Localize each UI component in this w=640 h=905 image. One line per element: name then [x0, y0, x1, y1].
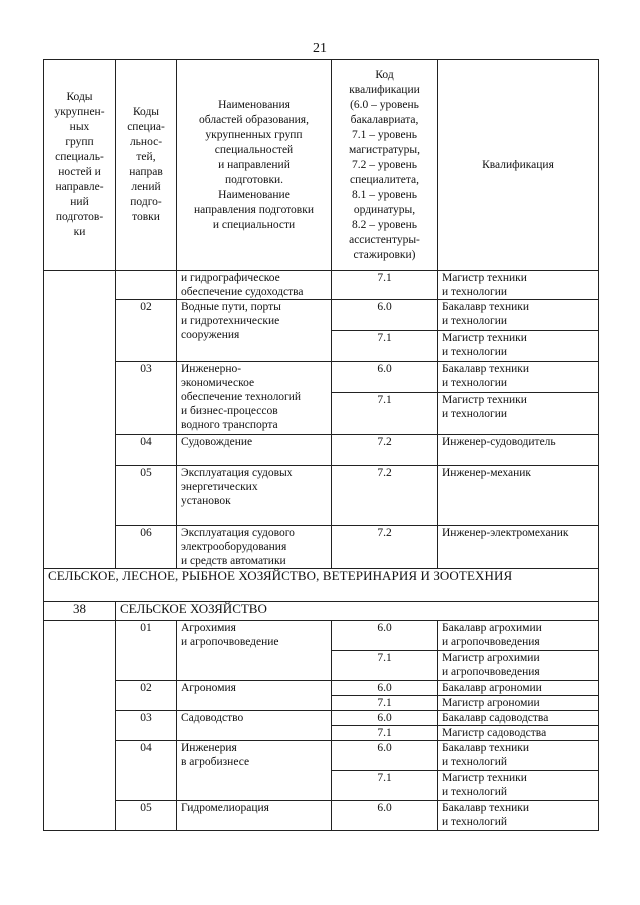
- qualification-title: Бакалавр агрохимии и агропочвоведения: [438, 621, 599, 651]
- qualification-title: Магистр техники и технологии: [438, 271, 599, 300]
- table-header-row: [44, 60, 599, 271]
- specialty-name: Инженерно- экономическое обеспечение технологий и бизнес-процессов водного транспорта: [177, 362, 332, 435]
- qualification-level: 7.2: [332, 435, 438, 466]
- qualification-title: Инженер-механик: [438, 466, 599, 526]
- specialty-code: 02: [116, 300, 177, 362]
- specialty-name: Эксплуатация судовых энергетических установок: [177, 466, 332, 526]
- specialty-code: 05: [116, 466, 177, 526]
- qualification-title: Бакалавр садоводства: [438, 711, 599, 726]
- qualification-level: 7.1: [332, 331, 438, 362]
- specialty-code: 06: [116, 526, 177, 569]
- qualification-level: 6.0: [332, 741, 438, 771]
- header-group-codes: Коды укрупнен- ных групп специаль- ностей и направле- ний подготов- ки: [44, 60, 116, 271]
- group-code: 38: [44, 602, 116, 621]
- specialty-code: [116, 271, 177, 300]
- table-row: [44, 466, 599, 526]
- qualification-level: 6.0: [332, 711, 438, 726]
- header-qualification: Квалификация: [438, 60, 599, 271]
- specialty-code: 05: [116, 801, 177, 831]
- qualification-level: 6.0: [332, 621, 438, 651]
- header-names: Наименования областей образования, укрупненных групп специальностей и направлений подготовки. Наименование направления подготовки и специальности: [177, 60, 332, 271]
- specialty-code: 03: [116, 711, 177, 741]
- qualification-level: 6.0: [332, 362, 438, 393]
- specialty-code: 02: [116, 681, 177, 711]
- specialty-name: Инженерия в агробизнесе: [177, 741, 332, 801]
- qualification-title: Магистр техники и технологии: [438, 331, 599, 362]
- table-row: [44, 362, 599, 393]
- qualifications-table: [43, 59, 599, 831]
- header-qualification-code: Код квалификации (6.0 – уровень бакалавриата, 7.1 – уровень магистратуры, 7.2 – уровень специалитета, 8.1 – уровень ординатуры, 8.2 – уровень ассистентуры- стажировки): [332, 60, 438, 271]
- specialty-name: Агрономия: [177, 681, 332, 711]
- page-number: 21: [313, 41, 327, 56]
- group-code-cell: [44, 271, 116, 569]
- section-title: СЕЛЬСКОЕ, ЛЕСНОЕ, РЫБНОЕ ХОЗЯЙСТВО, ВЕТЕРИНАРИЯ И ЗООТЕХНИЯ: [44, 569, 599, 602]
- table-row: [44, 681, 599, 696]
- qualification-level: 7.1: [332, 771, 438, 801]
- qualification-title: Магистр садоводства: [438, 726, 599, 741]
- qualification-title: Инженер-судоводитель: [438, 435, 599, 466]
- table-row: [44, 621, 599, 651]
- table-row: [44, 435, 599, 466]
- specialty-name: Гидромелиорация: [177, 801, 332, 831]
- qualification-title: Бакалавр техники и технологии: [438, 362, 599, 393]
- group-row: [44, 602, 599, 621]
- specialty-name: Садоводство: [177, 711, 332, 741]
- group-code-cell: [44, 621, 116, 831]
- qualification-level: 6.0: [332, 681, 438, 696]
- table-row: [44, 300, 599, 331]
- specialty-name: Эксплуатация судового электрооборудования и средств автоматики: [177, 526, 332, 569]
- table-row: [44, 741, 599, 771]
- table-row: [44, 801, 599, 831]
- table-row: [44, 271, 599, 300]
- table-row: [44, 526, 599, 569]
- specialty-name: Агрохимия и агропочвоведение: [177, 621, 332, 681]
- qualification-level: 6.0: [332, 801, 438, 831]
- qualification-level: 7.2: [332, 466, 438, 526]
- specialty-code: 01: [116, 621, 177, 681]
- qualification-level: 7.2: [332, 526, 438, 569]
- qualification-level: 7.1: [332, 726, 438, 741]
- qualification-title: Магистр агрохимии и агропочвоведения: [438, 651, 599, 681]
- qualification-title: Бакалавр агрономии: [438, 681, 599, 696]
- qualification-level: 7.1: [332, 393, 438, 435]
- qualification-title: Бакалавр техники и технологий: [438, 741, 599, 771]
- specialty-code: 04: [116, 435, 177, 466]
- specialty-name: Судовождение: [177, 435, 332, 466]
- table-row: [44, 711, 599, 726]
- group-name: СЕЛЬСКОЕ ХОЗЯЙСТВО: [116, 602, 599, 621]
- specialty-code: 03: [116, 362, 177, 435]
- header-specialty-codes: Коды специа- льнос- тей, направ лений подго- товки: [116, 60, 177, 271]
- qualification-level: 7.1: [332, 696, 438, 711]
- qualification-title: Магистр агрономии: [438, 696, 599, 711]
- qualification-title: Бакалавр техники и технологий: [438, 801, 599, 831]
- qualification-title: Магистр техники и технологии: [438, 393, 599, 435]
- qualification-level: 6.0: [332, 300, 438, 331]
- specialty-name: Водные пути, порты и гидротехнические сооружения: [177, 300, 332, 362]
- qualification-title: Бакалавр техники и технологии: [438, 300, 599, 331]
- specialty-code: 04: [116, 741, 177, 801]
- specialty-name: и гидрографическое обеспечение судоходства: [177, 271, 332, 300]
- section-row: [44, 569, 599, 602]
- qualification-title: Магистр техники и технологий: [438, 771, 599, 801]
- qualification-level: 7.1: [332, 271, 438, 300]
- qualification-title: Инженер-электромеханик: [438, 526, 599, 569]
- qualification-level: 7.1: [332, 651, 438, 681]
